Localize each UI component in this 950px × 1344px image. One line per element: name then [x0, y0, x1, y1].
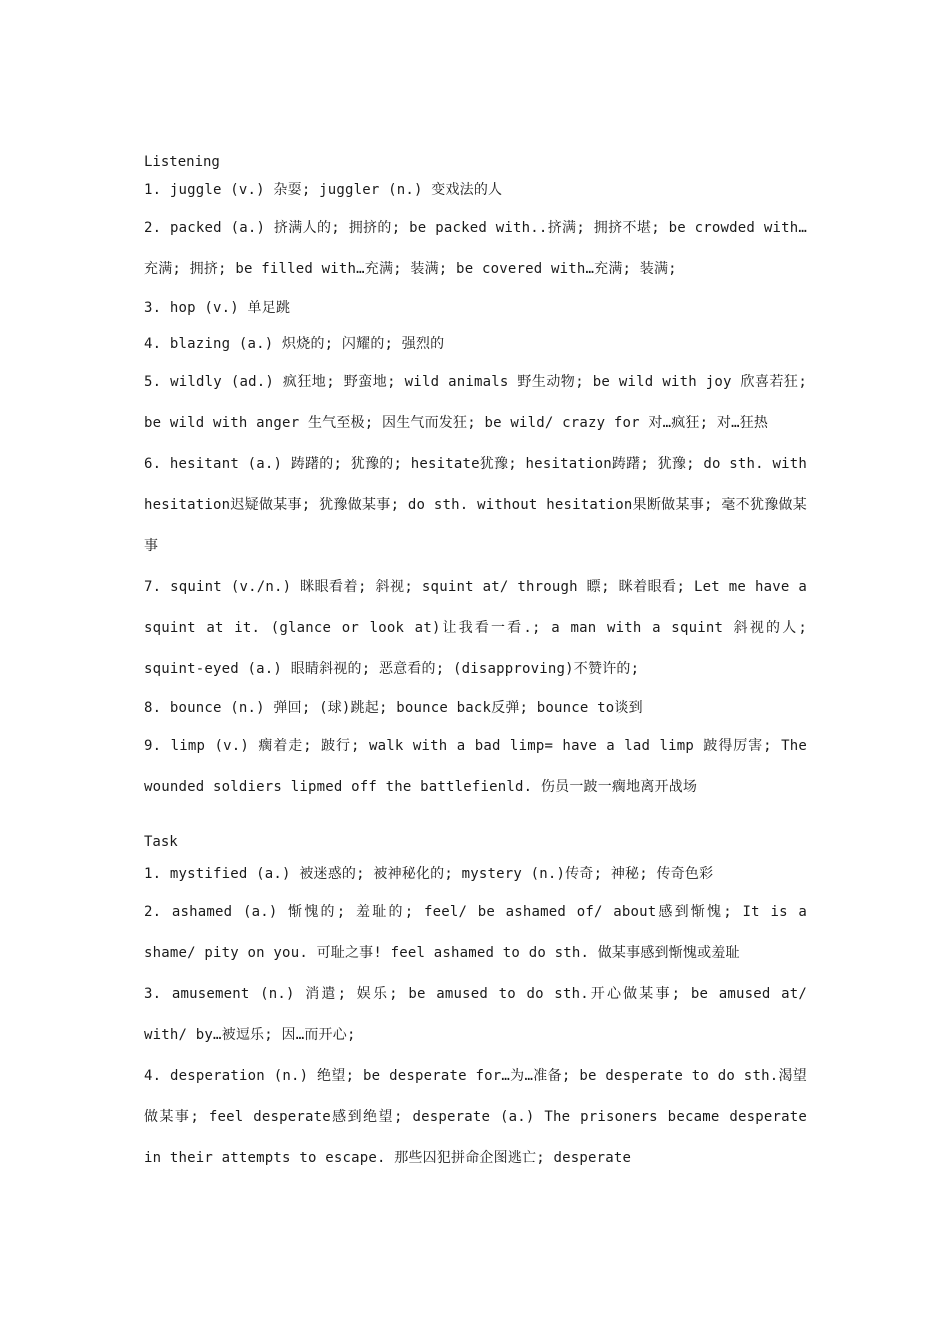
- vocab-entry: 9. limp (v.) 瘸着走; 跛行; walk with a bad limp= have a lad limp 跛得厉害; The wounded soldiers lipmed off the battlefienld. 伤员一跛一瘸地离开战场: [144, 738, 807, 795]
- vocab-entry: 8. bounce (n.) 弹回; (球)跳起; bounce back反弹; bounce to谈到: [144, 700, 643, 716]
- vocab-entry: 2. packed (a.) 挤满人的; 拥挤的; be packed with..挤满; 拥挤不堪; be crowded with…充满; 拥挤; be filled with…充满; 装满; be covered with…充满; 装满;: [144, 220, 807, 277]
- vocab-entry: 7. squint (v./n.) 眯眼看着; 斜视; squint at/ through 瞟; 眯着眼看; Let me have a squint at it. (glance or look at)让我看一看.; a man with a squint 斜视的人; squint-eyed (a.) 眼睛斜视的; 恶意看的; (disapproving)不赞许的;: [144, 579, 807, 677]
- section-title-task: Task: [144, 834, 178, 850]
- vocab-entry: 4. desperation (n.) 绝望; be desperate for…为…准备; be desperate to do sth.渴望做某事; feel desperate感到绝望; desperate (a.) The prisoners became desperate in their attempts to escape. 那些囚犯拼命企图逃亡; desperate: [144, 1068, 807, 1166]
- vocab-entry: 5. wildly (ad.) 疯狂地; 野蛮地; wild animals 野生动物; be wild with joy 欣喜若狂; be wild with anger 生气至极; 因生气而发狂; be wild/ crazy for 对…疯狂; 对…狂热: [144, 374, 807, 431]
- section-title-listening: Listening: [144, 154, 220, 170]
- vocab-entry: 4. blazing (a.) 炽烧的; 闪耀的; 强烈的: [144, 336, 445, 352]
- vocab-entry: 1. mystified (a.) 被迷惑的; 被神秘化的; mystery (n.)传奇; 神秘; 传奇色彩: [144, 866, 714, 882]
- listening-list: [144, 172, 807, 808]
- section-spacer: [144, 808, 807, 828]
- document-page: [144, 148, 807, 1179]
- vocab-entry: 6. hesitant (a.) 踌躇的; 犹豫的; hesitate犹豫; hesitation踌躇; 犹豫; do sth. with hesitation迟疑做某事; 犹豫做某事; do sth. without hesitation果断做某事; 毫不犹豫做某事: [144, 456, 807, 554]
- vocab-entry: 3. hop (v.) 单足跳: [144, 300, 291, 316]
- vocab-entry: 1. juggle (v.) 杂耍; juggler (n.) 变戏法的人: [144, 182, 503, 198]
- vocab-entry: 3. amusement (n.) 消遣; 娱乐; be amused to do sth.开心做某事; be amused at/ with/ by…被逗乐; 因…而开心;: [144, 986, 807, 1043]
- task-list: [144, 856, 807, 1179]
- vocab-entry: 2. ashamed (a.) 惭愧的; 羞耻的; feel/ be ashamed of/ about感到惭愧; It is a shame/ pity on you. 可耻之事! feel ashamed to do sth. 做某事感到惭愧或羞耻: [144, 904, 807, 961]
